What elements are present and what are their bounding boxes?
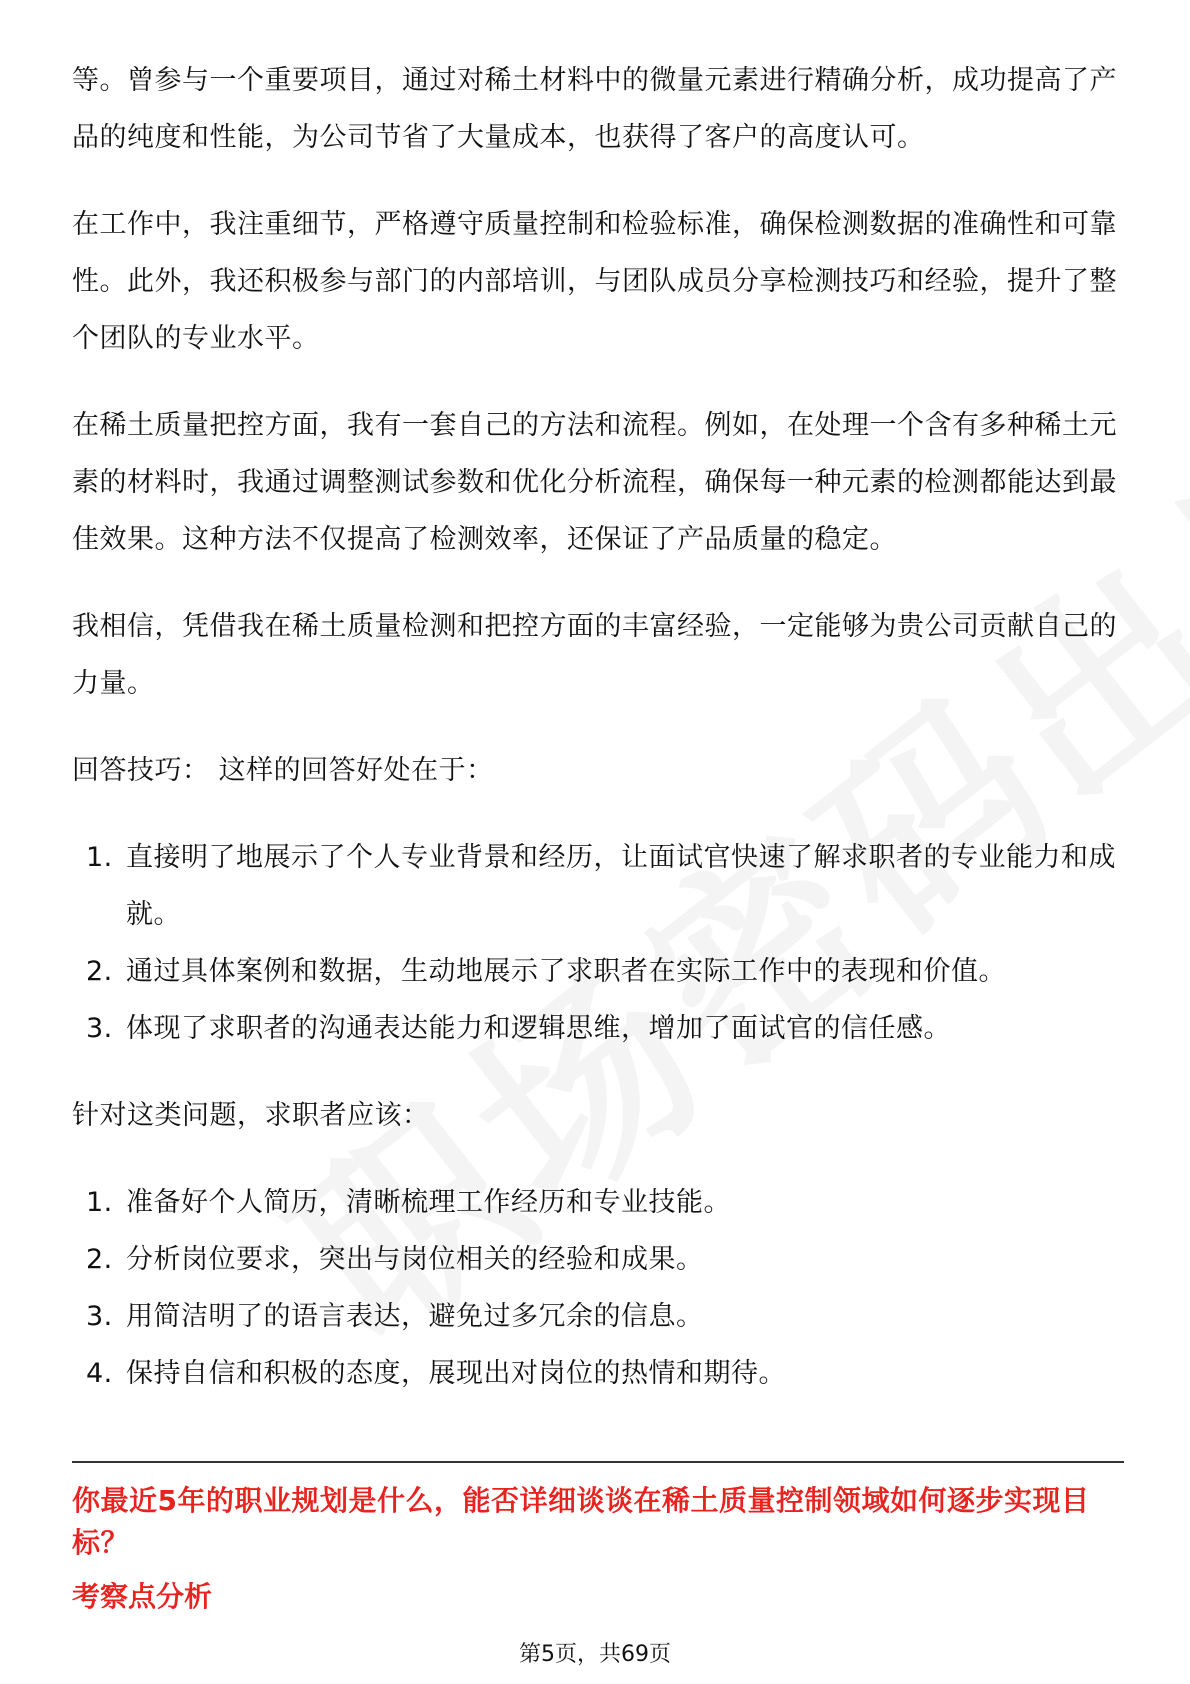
list-item-text: 保持自信和积极的态度，展现出对岗位的热情和期待。 <box>126 1358 786 1389</box>
tips-heading: 回答技巧： 这样的回答好处在于： <box>72 755 494 786</box>
list-item <box>72 829 1124 943</box>
list-item-text: 体现了求职者的沟通表达能力和逻辑思维，增加了面试官的信任感。 <box>126 1013 951 1044</box>
list-item-text: 直接明了地展示了个人专业背景和经历，让面试官快速了解求职者的专业能力和成就。 <box>126 842 1116 930</box>
tips-list <box>72 829 1124 1057</box>
paragraph-4: 我相信，凭借我在稀土质量检测和把控方面的丰富经验，一定能够为贵公司贡献自己的力量。 <box>72 611 1117 699</box>
list-item-text: 分析岗位要求，突出与岗位相关的经验和成果。 <box>126 1244 704 1275</box>
list-item-text: 准备好个人简历，清晰梳理工作经历和专业技能。 <box>126 1187 731 1218</box>
advice-list <box>72 1174 1124 1402</box>
list-number: 1. <box>86 1187 113 1218</box>
list-item-text: 用简洁明了的语言表达，避免过多冗余的信息。 <box>126 1301 704 1332</box>
list-number: 4. <box>86 1358 113 1389</box>
question-heading: 你最近5年的职业规划是什么，能否详细谈谈在稀土质量控制领域如何逐步实现目标？ <box>72 1484 1090 1559</box>
advice-heading: 针对这类问题，求职者应该： <box>72 1100 430 1131</box>
paragraph-1: 等。曾参与一个重要项目，通过对稀土材料中的微量元素进行精确分析，成功提高了产品的纯度和性能，为公司节省了大量成本，也获得了客户的高度认可。 <box>72 65 1117 153</box>
section-divider <box>72 1461 1124 1463</box>
list-item <box>72 943 1124 1000</box>
list-item-text: 通过具体案例和数据，生动地展示了求职者在实际工作中的表现和价值。 <box>126 956 1006 987</box>
list-number: 2. <box>86 956 113 987</box>
paragraph-2: 在工作中，我注重细节，严格遵守质量控制和检验标准，确保检测数据的准确性和可靠性。此外，我还积极参与部门的内部培训，与团队成员分享检测技巧和经验，提升了整个团队的专业水平。 <box>72 209 1117 354</box>
list-number: 1. <box>86 842 113 873</box>
list-number: 2. <box>86 1244 113 1275</box>
page-number: 第5页，共69页 <box>519 1642 671 1667</box>
page-body <box>72 52 1124 1432</box>
list-number: 3. <box>86 1301 113 1332</box>
list-item <box>72 1288 1124 1345</box>
analysis-subheading: 考察点分析 <box>72 1580 213 1613</box>
list-item <box>72 1000 1124 1057</box>
list-item <box>72 1231 1124 1288</box>
list-item <box>72 1174 1124 1231</box>
list-item <box>72 1345 1124 1402</box>
paragraph-3: 在稀土质量把控方面，我有一套自己的方法和流程。例如，在处理一个含有多种稀土元素的材料时，我通过调整测试参数和优化分析流程，确保每一种元素的检测都能达到最佳效果。这种方法不仅提高了检测效率，还保证了产品质量的稳定。 <box>72 410 1117 555</box>
list-number: 3. <box>86 1013 113 1044</box>
